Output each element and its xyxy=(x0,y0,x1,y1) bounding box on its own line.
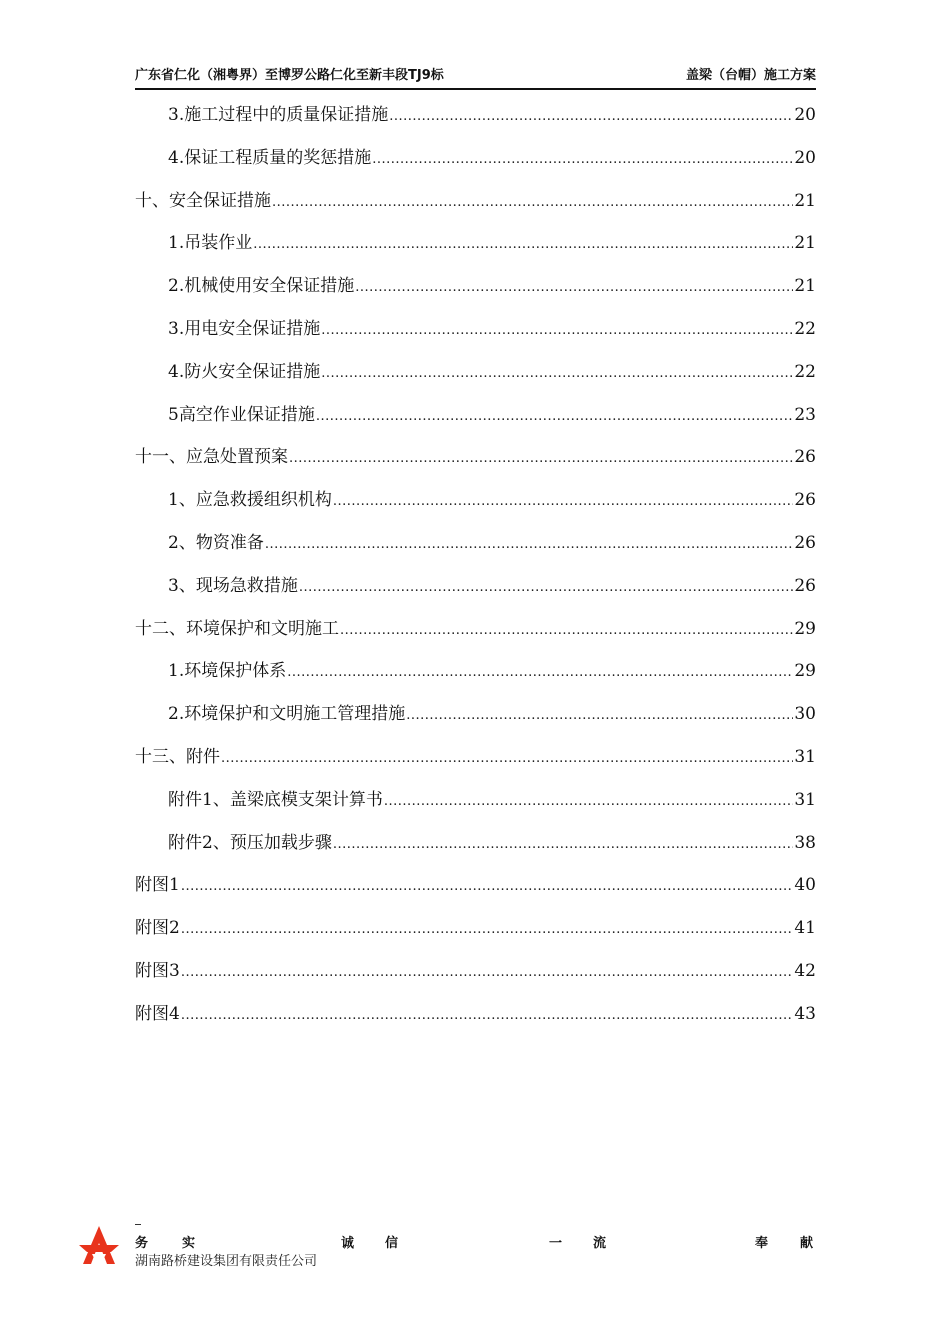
toc-entry-title: 3.用电安全保证措施 xyxy=(168,318,321,339)
toc-entry[interactable] xyxy=(135,910,816,953)
toc-entry-title: 1.环境保护体系 xyxy=(168,661,287,682)
toc-entry-title: 3.施工过程中的质量保证措施 xyxy=(168,105,389,125)
toc-entry-title: 附图1 xyxy=(135,875,180,896)
toc-entry-page: 29 xyxy=(794,618,816,639)
page-footer xyxy=(78,1222,816,1272)
toc-leader-dots xyxy=(384,784,794,820)
motto-char: 一 xyxy=(549,1236,563,1251)
toc-entry-page: 22 xyxy=(794,318,816,339)
toc-leader-dots xyxy=(340,613,793,649)
toc-entry[interactable] xyxy=(135,140,816,183)
company-name: 湖南路桥建设集团有限责任公司 xyxy=(135,1254,318,1269)
toc-entry-page: 43 xyxy=(794,1003,816,1024)
toc-entry-page: 22 xyxy=(794,361,816,382)
toc-leader-dots xyxy=(355,270,793,306)
toc-entry-title: 附图3 xyxy=(135,960,180,981)
toc-entry-page: 21 xyxy=(794,190,816,211)
toc-entry[interactable] xyxy=(135,397,816,440)
toc-entry-page: 26 xyxy=(794,447,816,468)
toc-entry-page: 26 xyxy=(794,532,816,553)
toc-leader-dots xyxy=(406,698,793,734)
toc-entry-title: 2.环境保护和文明施工管理措施 xyxy=(168,704,406,725)
toc-leader-dots xyxy=(181,869,794,905)
toc-leader-dots xyxy=(333,484,794,520)
toc-entry-page: 38 xyxy=(794,832,816,853)
toc-entry[interactable] xyxy=(135,996,816,1039)
toc-leader-dots xyxy=(389,99,793,135)
motto-char: 献 xyxy=(800,1236,814,1251)
header-project-title: 广东省仁化（湘粤界）至博罗公路仁化至新丰段TJ9标 xyxy=(135,68,444,83)
motto-char: 奉 xyxy=(755,1236,769,1251)
toc-leader-dots xyxy=(181,912,794,948)
toc-entry-page: 42 xyxy=(794,960,816,981)
toc-entry-title: 1.吊装作业 xyxy=(168,233,253,254)
toc-entry-title: 4.保证工程质量的奖惩措施 xyxy=(168,147,372,168)
toc-entry-title: 附图4 xyxy=(135,1003,180,1024)
toc-leader-dots xyxy=(287,655,793,691)
toc-entry[interactable] xyxy=(135,867,816,910)
toc-leader-dots xyxy=(299,570,794,606)
toc-entry-page: 31 xyxy=(794,789,816,810)
toc-entry-title: 十一、应急处置预案 xyxy=(135,447,288,468)
toc-entry[interactable] xyxy=(135,482,816,525)
toc-entry-title: 2、物资准备 xyxy=(168,532,264,553)
toc-entry-page: 20 xyxy=(794,105,816,125)
page-header xyxy=(135,66,816,90)
motto-char: 实 xyxy=(182,1236,196,1251)
toc-entry-title: 1、应急救援组织机构 xyxy=(168,490,332,511)
footer-mark xyxy=(135,1224,141,1225)
toc-leader-dots xyxy=(221,741,793,777)
toc-entry[interactable] xyxy=(135,739,816,782)
toc-entry-title: 4.防火安全保证措施 xyxy=(168,361,321,382)
toc-entry-page: 30 xyxy=(794,704,816,725)
toc-entry[interactable] xyxy=(135,611,816,654)
toc-entry-page: 21 xyxy=(794,276,816,297)
toc-entry-title: 附件2、预压加载步骤 xyxy=(168,832,332,853)
toc-leader-dots xyxy=(265,527,794,563)
toc-leader-dots xyxy=(181,955,794,991)
toc-entry-title: 十、安全保证措施 xyxy=(135,190,271,211)
toc-entry[interactable] xyxy=(135,782,816,825)
toc-entry-page: 31 xyxy=(794,746,816,767)
toc-entry-title: 5高空作业保证措施 xyxy=(168,404,315,425)
toc-entry-title: 十二、环境保护和文明施工 xyxy=(135,618,339,639)
company-logo-icon xyxy=(78,1224,120,1266)
toc-leader-dots xyxy=(321,356,793,392)
toc-leader-dots xyxy=(289,441,793,477)
motto-char: 流 xyxy=(593,1236,607,1251)
toc-leader-dots xyxy=(372,142,793,178)
toc-leader-dots xyxy=(253,227,793,263)
motto-char: 务 xyxy=(135,1236,149,1251)
toc-leader-dots xyxy=(316,399,794,435)
toc-entry[interactable] xyxy=(135,696,816,739)
toc-leader-dots xyxy=(321,313,793,349)
toc-entry[interactable] xyxy=(135,354,816,397)
toc-leader-dots xyxy=(181,998,794,1034)
toc-entry-page: 26 xyxy=(794,575,816,596)
toc-entry[interactable] xyxy=(135,653,816,696)
toc-entry[interactable] xyxy=(135,568,816,611)
toc-entry-title: 十三、附件 xyxy=(135,746,220,767)
toc-entry[interactable] xyxy=(135,825,816,868)
footer-motto xyxy=(135,1232,816,1250)
toc-entry[interactable] xyxy=(135,953,816,996)
toc-entry[interactable] xyxy=(135,183,816,226)
toc-entry-title: 附图2 xyxy=(135,918,180,939)
toc-entry-title: 2.机械使用安全保证措施 xyxy=(168,276,355,297)
toc-entry[interactable] xyxy=(135,439,816,482)
toc-entry-page: 26 xyxy=(794,490,816,511)
toc-entry-page: 21 xyxy=(794,233,816,254)
toc-entry-title: 附件1、盖梁底模支架计算书 xyxy=(168,789,383,810)
toc-leader-dots xyxy=(333,827,794,863)
table-of-contents xyxy=(135,97,816,1039)
toc-entry[interactable] xyxy=(135,268,816,311)
motto-char: 诚 xyxy=(341,1236,355,1251)
toc-entry[interactable] xyxy=(135,225,816,268)
motto-char: 信 xyxy=(385,1236,399,1251)
toc-entry-page: 29 xyxy=(794,661,816,682)
toc-entry-title: 3、现场急救措施 xyxy=(168,575,298,596)
toc-entry-page: 40 xyxy=(794,875,816,896)
toc-entry[interactable] xyxy=(135,525,816,568)
toc-entry[interactable] xyxy=(135,311,816,354)
toc-entry-page: 23 xyxy=(794,404,816,425)
toc-entry-page: 41 xyxy=(794,918,816,939)
toc-entry[interactable] xyxy=(135,97,816,140)
header-document-title: 盖梁（台帽）施工方案 xyxy=(685,68,816,83)
toc-leader-dots xyxy=(272,185,793,221)
toc-entry-page: 20 xyxy=(794,147,816,168)
